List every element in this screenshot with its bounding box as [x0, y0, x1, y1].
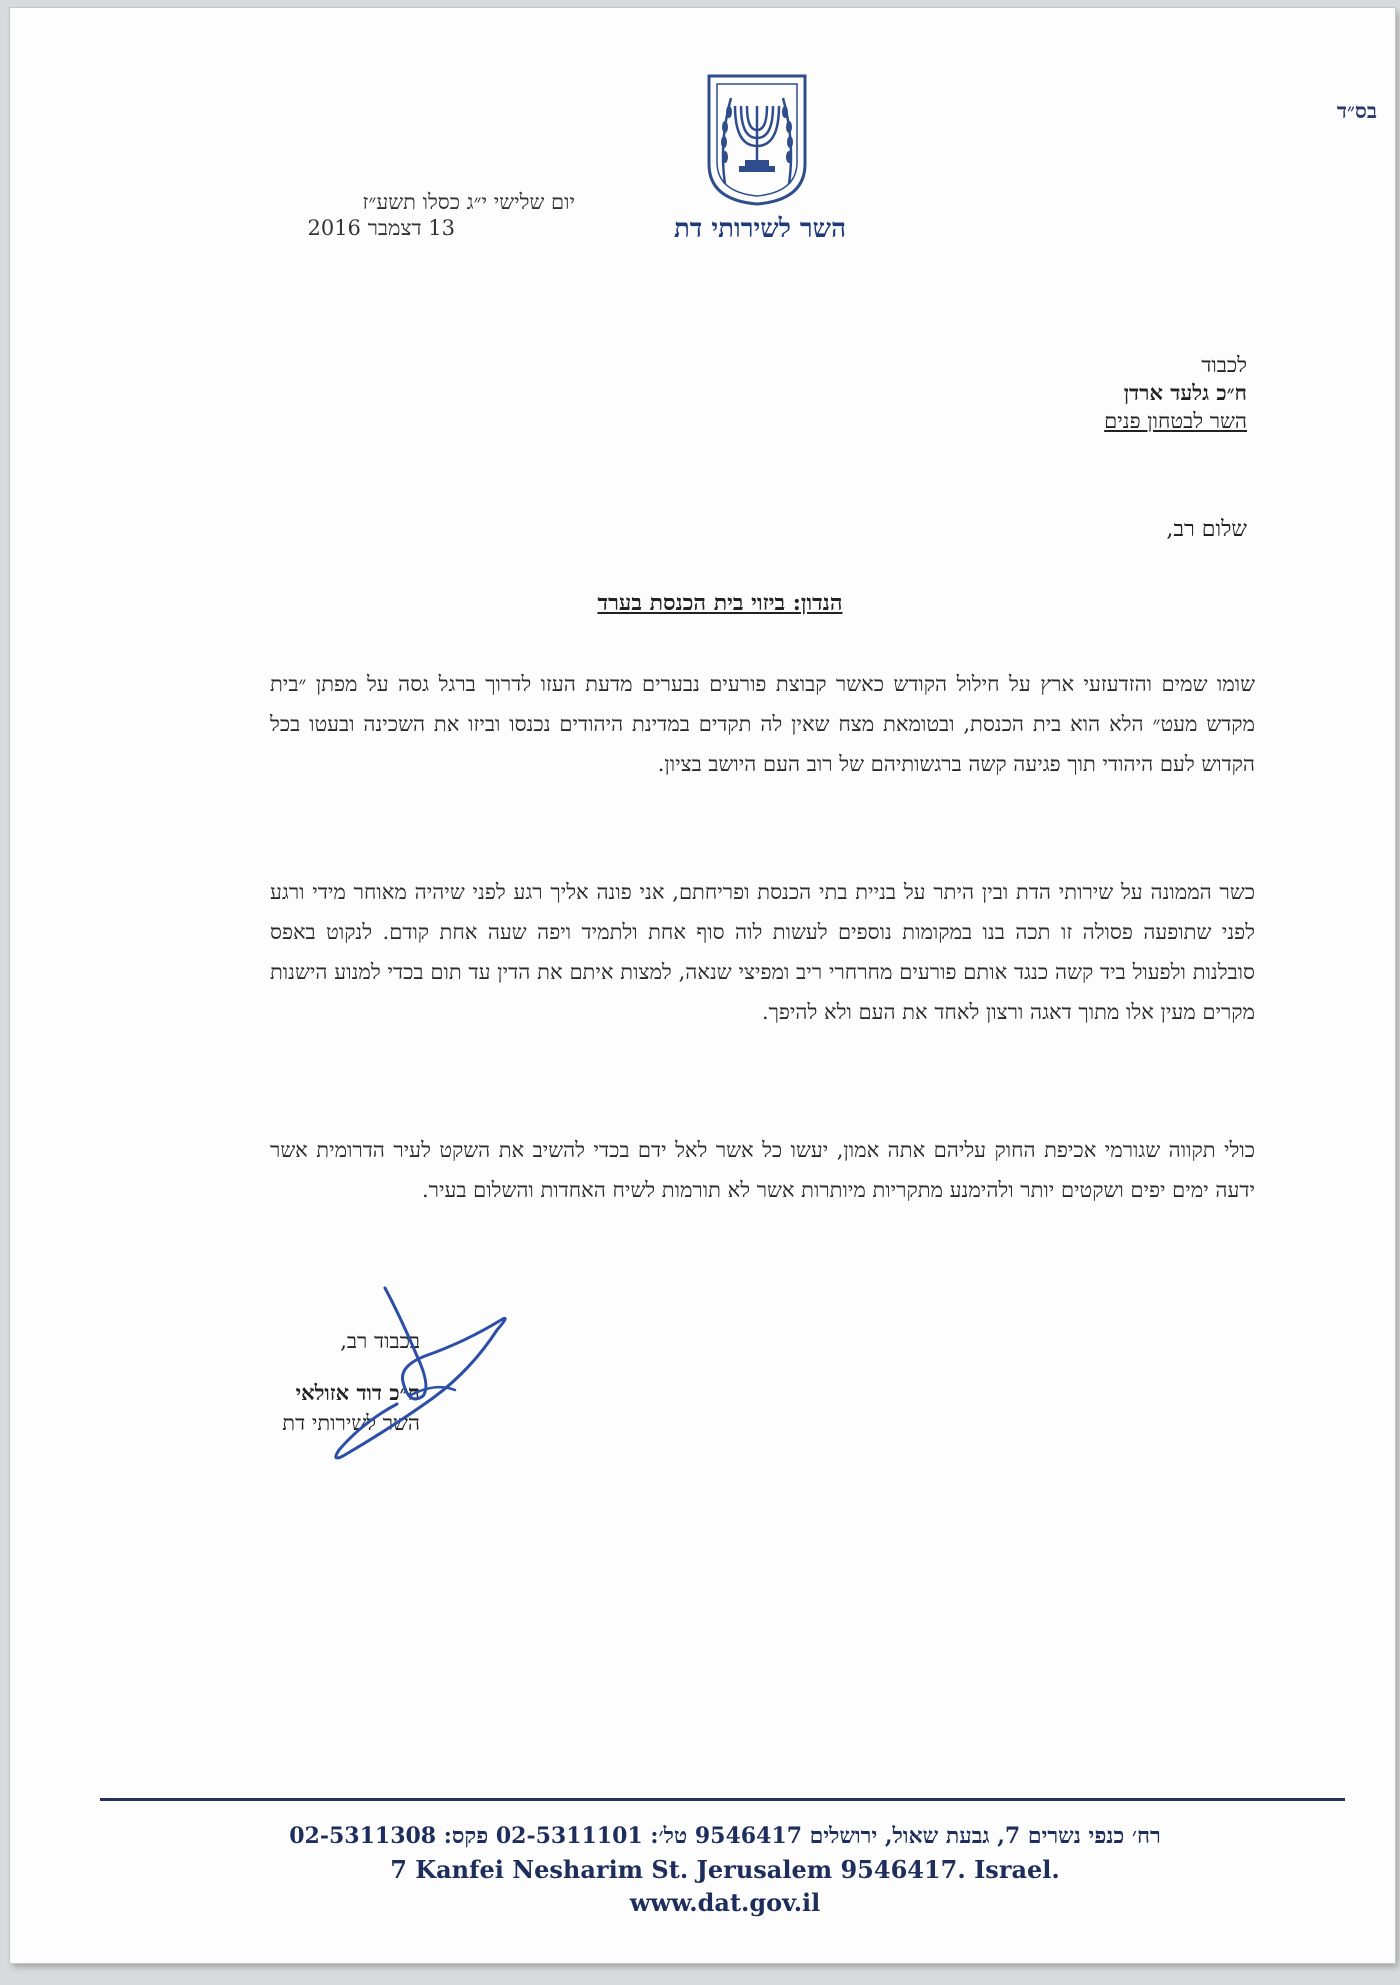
recipient-title: השר לבטחון פנים	[1104, 409, 1247, 433]
handwritten-signature-icon	[305, 1286, 515, 1466]
letter-page	[10, 8, 1395, 1963]
recipient-salutation: לכבוד	[1201, 353, 1247, 377]
footer-hebrew-address: רח׳ כנפי נשרים 7, גבעת שאול, ירושלים 9546417 טל׳: 02-5311101 פקס: 02-5311308	[289, 1823, 1161, 1849]
body-paragraph: שומו שמים והזדעזעי ארץ על חילול הקודש כאשר קבוצת פורעים נבערים מדעת העזו לדרוך ברגל גסה על מפתן ״בית מקדש מעט״ הלא הוא בית הכנסת, ובטומאת מצח שאין לה תקדים במדינת היהודים נכנסו וביזו את השכינה ובעטו בכל הקדוש לעם היהודי תוך פגיעה קשה ברגשותיהם של רוב העם היושב בציון.	[270, 672, 1255, 776]
subject-line: הנדון: ביזוי בית הכנסת בערד	[597, 590, 843, 616]
state-emblem-menorah-icon	[705, 72, 809, 208]
recipient-name: ח״כ גלעד ארדן	[1123, 380, 1247, 405]
hebrew-date: יום שלישי י״ג כסלו תשע״ז	[362, 190, 575, 214]
footer-english-address: 7 Kanfei Nesharim St. Jerusalem 9546417. Israel.	[390, 1855, 1060, 1884]
ministry-title: השר לשירותי דת	[673, 214, 847, 244]
greeting: שלום רב,	[1166, 517, 1247, 542]
bsd-mark: בס״ד	[1336, 98, 1377, 123]
footer-website: www.dat.gov.il	[629, 1888, 821, 1917]
signer-title: השר לשירותי דת	[282, 1411, 420, 1435]
body-paragraph: כשר הממונה על שירותי הדת ובין היתר על בניית בתי הכנסת ופריחתם, אני פונה אליך רגע לפני שיהיה מאוחר מידי ורגע לפני שתופעה פסולה זו תכה בנו במקומות נוספים לעשות לוה סוף אחת ולתמיד ויפה שעה אחת קודם. לנקוט באפס סובלנות ולפעול ביד קשה כנגד אותם פורעים מחרחרי ריב ומפיצי שנאה, למצות איתם את הדין עד תום בכדי למנוע הישנות מקרים מעין אלו מתוך דאגה ורצון לאחד את העם ולא להיפך.	[270, 880, 1255, 1024]
closing-regards: בכבוד רב,	[340, 1329, 420, 1353]
signer-name: ח״כ דוד אזולאי	[295, 1380, 420, 1405]
body-paragraph: כולי תקווה שגורמי אכיפת החוק עליהם אתה אמון, יעשו כל אשר לאל ידם בכדי להשיב את השקט לעיר הדרומית אשר ידעה ימים יפים ושקטים יותר ולהימנע מתקריות מיותרות אשר לא תורמות לשיח האחדות והשלום בעיר.	[270, 1138, 1255, 1202]
gregorian-date: 13 דצמבר 2016	[307, 216, 455, 240]
recipient-block	[1104, 351, 1247, 435]
footer-divider	[100, 1798, 1345, 1801]
